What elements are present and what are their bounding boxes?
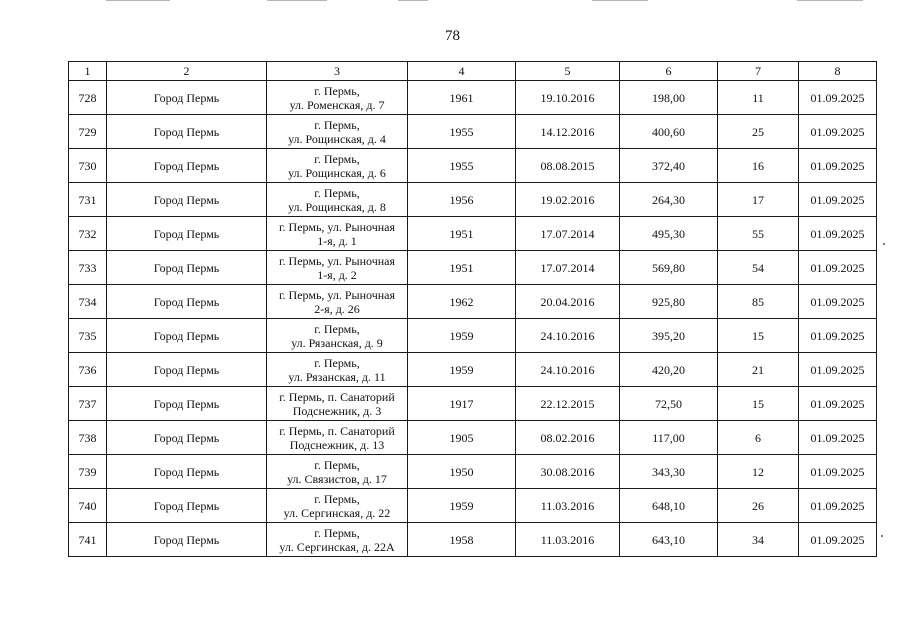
date-cell: 19.10.2016 — [516, 81, 620, 115]
table-row — [69, 387, 877, 421]
count-cell: 21 — [718, 353, 799, 387]
row-number-cell: 738 — [69, 421, 107, 455]
address-line-1: г. Пермь, — [314, 185, 360, 200]
table-row — [69, 523, 877, 557]
municipality-cell: Город Пермь — [107, 149, 267, 183]
table-row — [69, 81, 877, 115]
count-cell: 16 — [718, 149, 799, 183]
row-number-cell: 732 — [69, 217, 107, 251]
address-line-1: г. Пермь, ул. Рыночная — [278, 287, 396, 302]
row-number-cell: 733 — [69, 251, 107, 285]
address-cell — [267, 387, 408, 421]
construction-year-cell: 1962 — [408, 285, 516, 319]
deadline-cell: 01.09.2025 — [799, 319, 877, 353]
area-cell: 372,40 — [620, 149, 718, 183]
address-line-2: ул. Рощинская, д. 6 — [288, 165, 386, 180]
address-line-1: г. Пермь, ул. Рыночная — [278, 253, 396, 268]
address-line-2: ул. Сергинская, д. 22А — [279, 539, 395, 554]
column-number-header: 5 — [516, 62, 620, 81]
address-line-1: г. Пермь, — [314, 83, 360, 98]
address-line-2: 1-я, д. 1 — [317, 233, 357, 248]
scan-edge-mark — [797, 0, 863, 1]
table-row — [69, 217, 877, 251]
count-cell: 12 — [718, 455, 799, 489]
date-cell: 11.03.2016 — [516, 489, 620, 523]
construction-year-cell: 1905 — [408, 421, 516, 455]
address-cell — [267, 217, 408, 251]
construction-year-cell: 1959 — [408, 319, 516, 353]
area-cell: 495,30 — [620, 217, 718, 251]
municipality-cell: Город Пермь — [107, 183, 267, 217]
date-cell: 08.02.2016 — [516, 421, 620, 455]
deadline-cell: 01.09.2025 — [799, 387, 877, 421]
construction-year-cell: 1959 — [408, 353, 516, 387]
table-row — [69, 421, 877, 455]
count-cell: 54 — [718, 251, 799, 285]
table-row — [69, 149, 877, 183]
deadline-cell: 01.09.2025 — [799, 455, 877, 489]
deadline-cell: 01.09.2025 — [799, 251, 877, 285]
date-cell: 11.03.2016 — [516, 523, 620, 557]
row-number-cell: 728 — [69, 81, 107, 115]
deadline-cell: 01.09.2025 — [799, 489, 877, 523]
row-number-cell: 729 — [69, 115, 107, 149]
row-number-cell: 735 — [69, 319, 107, 353]
construction-year-cell: 1955 — [408, 149, 516, 183]
address-line-1: г. Пермь, ул. Рыночная — [278, 219, 396, 234]
address-line-2: ул. Связистов, д. 17 — [287, 471, 387, 486]
count-cell: 6 — [718, 421, 799, 455]
column-number-header: 1 — [69, 62, 107, 81]
row-number-cell: 730 — [69, 149, 107, 183]
count-cell: 17 — [718, 183, 799, 217]
date-cell: 22.12.2015 — [516, 387, 620, 421]
construction-year-cell: 1955 — [408, 115, 516, 149]
deadline-cell: 01.09.2025 — [799, 523, 877, 557]
municipality-cell: Город Пермь — [107, 455, 267, 489]
construction-year-cell: 1951 — [408, 217, 516, 251]
date-cell: 30.08.2016 — [516, 455, 620, 489]
municipality-cell: Город Пермь — [107, 285, 267, 319]
row-number-cell: 741 — [69, 523, 107, 557]
date-cell: 14.12.2016 — [516, 115, 620, 149]
deadline-cell: 01.09.2025 — [799, 353, 877, 387]
address-cell — [267, 523, 408, 557]
area-cell: 198,00 — [620, 81, 718, 115]
deadline-cell: 01.09.2025 — [799, 183, 877, 217]
address-line-1: г. Пермь, — [314, 321, 360, 336]
area-cell: 420,20 — [620, 353, 718, 387]
column-number-header: 8 — [799, 62, 877, 81]
address-cell — [267, 149, 408, 183]
scan-speck — [881, 535, 883, 537]
municipality-cell: Город Пермь — [107, 523, 267, 557]
address-cell — [267, 183, 408, 217]
date-cell: 24.10.2016 — [516, 319, 620, 353]
row-number-cell: 737 — [69, 387, 107, 421]
address-line-2: Подснежник, д. 13 — [289, 437, 385, 452]
housing-registry-table — [68, 61, 877, 557]
count-cell: 85 — [718, 285, 799, 319]
address-line-2: ул. Сергинская, д. 22 — [283, 505, 391, 520]
address-cell — [267, 81, 408, 115]
construction-year-cell: 1958 — [408, 523, 516, 557]
area-cell: 264,30 — [620, 183, 718, 217]
construction-year-cell: 1951 — [408, 251, 516, 285]
address-cell — [267, 421, 408, 455]
address-line-2: 2-я, д. 26 — [314, 301, 360, 316]
area-cell: 117,00 — [620, 421, 718, 455]
address-line-1: г. Пермь, — [314, 117, 360, 132]
count-cell: 15 — [718, 319, 799, 353]
date-cell: 20.04.2016 — [516, 285, 620, 319]
municipality-cell: Город Пермь — [107, 115, 267, 149]
construction-year-cell: 1959 — [408, 489, 516, 523]
address-line-1: г. Пермь, — [314, 525, 360, 540]
address-line-1: г. Пермь, — [314, 457, 360, 472]
row-number-cell: 736 — [69, 353, 107, 387]
date-cell: 24.10.2016 — [516, 353, 620, 387]
address-line-2: ул. Рощинская, д. 4 — [288, 131, 386, 146]
row-number-cell: 740 — [69, 489, 107, 523]
address-cell — [267, 489, 408, 523]
municipality-cell: Город Пермь — [107, 319, 267, 353]
municipality-cell: Город Пермь — [107, 353, 267, 387]
area-cell: 72,50 — [620, 387, 718, 421]
address-line-2: ул. Роменская, д. 7 — [289, 97, 385, 112]
table-row — [69, 251, 877, 285]
table-row — [69, 115, 877, 149]
address-line-2: Подснежник, д. 3 — [292, 403, 382, 418]
municipality-cell: Город Пермь — [107, 489, 267, 523]
construction-year-cell: 1917 — [408, 387, 516, 421]
table-row — [69, 455, 877, 489]
address-line-1: г. Пермь, — [314, 355, 360, 370]
row-number-cell: 731 — [69, 183, 107, 217]
column-number-header: 3 — [267, 62, 408, 81]
count-cell: 15 — [718, 387, 799, 421]
row-number-cell: 734 — [69, 285, 107, 319]
construction-year-cell: 1950 — [408, 455, 516, 489]
municipality-cell: Город Пермь — [107, 217, 267, 251]
construction-year-cell: 1956 — [408, 183, 516, 217]
municipality-cell: Город Пермь — [107, 81, 267, 115]
date-cell: 17.07.2014 — [516, 251, 620, 285]
address-line-2: 1-я, д. 2 — [317, 267, 357, 282]
deadline-cell: 01.09.2025 — [799, 421, 877, 455]
count-cell: 34 — [718, 523, 799, 557]
table-row — [69, 183, 877, 217]
address-line-1: г. Пермь, — [314, 491, 360, 506]
municipality-cell: Город Пермь — [107, 387, 267, 421]
page-number: 78 — [445, 28, 460, 44]
count-cell: 55 — [718, 217, 799, 251]
address-cell — [267, 251, 408, 285]
area-cell: 343,30 — [620, 455, 718, 489]
table-row — [69, 489, 877, 523]
address-line-2: ул. Рощинская, д. 8 — [288, 199, 386, 214]
scan-edge-mark — [398, 0, 428, 1]
area-cell: 400,60 — [620, 115, 718, 149]
table-row — [69, 319, 877, 353]
date-cell: 08.08.2015 — [516, 149, 620, 183]
address-cell — [267, 319, 408, 353]
deadline-cell: 01.09.2025 — [799, 285, 877, 319]
municipality-cell: Город Пермь — [107, 251, 267, 285]
row-number-cell: 739 — [69, 455, 107, 489]
area-cell: 648,10 — [620, 489, 718, 523]
count-cell: 11 — [718, 81, 799, 115]
deadline-cell: 01.09.2025 — [799, 115, 877, 149]
scan-speck — [883, 243, 885, 245]
area-cell: 569,80 — [620, 251, 718, 285]
area-cell: 643,10 — [620, 523, 718, 557]
address-line-1: г. Пермь, — [314, 151, 360, 166]
address-cell — [267, 115, 408, 149]
address-cell — [267, 353, 408, 387]
count-cell: 26 — [718, 489, 799, 523]
address-line-1: г. Пермь, п. Санаторий — [279, 423, 395, 438]
municipality-cell: Город Пермь — [107, 421, 267, 455]
address-line-2: ул. Рязанская, д. 9 — [291, 335, 383, 350]
area-cell: 925,80 — [620, 285, 718, 319]
column-number-header: 2 — [107, 62, 267, 81]
deadline-cell: 01.09.2025 — [799, 81, 877, 115]
date-cell: 19.02.2016 — [516, 183, 620, 217]
address-cell — [267, 455, 408, 489]
address-line-2: ул. Рязанская, д. 11 — [288, 369, 386, 384]
address-cell — [267, 285, 408, 319]
construction-year-cell: 1961 — [408, 81, 516, 115]
column-number-header: 6 — [620, 62, 718, 81]
table-row — [69, 353, 877, 387]
scan-edge-mark — [106, 0, 170, 1]
address-line-1: г. Пермь, п. Санаторий — [279, 389, 395, 404]
area-cell: 395,20 — [620, 319, 718, 353]
table-row — [69, 285, 877, 319]
date-cell: 17.07.2014 — [516, 217, 620, 251]
deadline-cell: 01.09.2025 — [799, 149, 877, 183]
column-number-header: 4 — [408, 62, 516, 81]
table-header-row — [69, 62, 877, 81]
deadline-cell: 01.09.2025 — [799, 217, 877, 251]
scan-edge-mark — [592, 0, 648, 1]
column-number-header: 7 — [718, 62, 799, 81]
count-cell: 25 — [718, 115, 799, 149]
scan-edge-mark — [267, 0, 327, 1]
